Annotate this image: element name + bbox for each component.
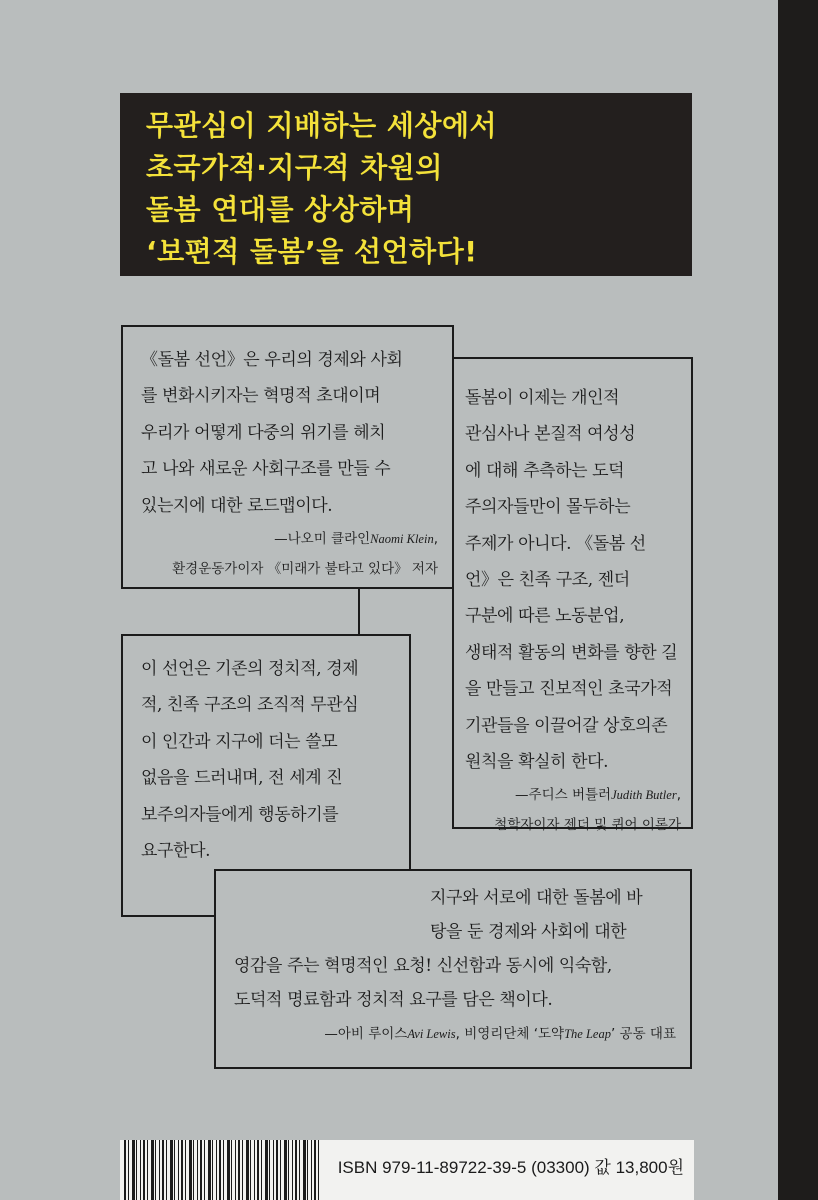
quote-box-judith-butler	[452, 357, 693, 834]
author-name-korean: —주디스 버틀러	[515, 787, 612, 804]
quote-line: 이 인간과 지구에 더는 쓸모	[141, 731, 338, 752]
quote-line: 관심사나 본질적 여성성	[465, 424, 636, 445]
author-role: 철학자이자 젠더 및 퀴어 이론가	[494, 817, 681, 834]
author-role: 환경운동가이자 《미래가 불타고 있다》 저자	[172, 561, 438, 578]
barcode	[120, 1140, 324, 1200]
quote-line: 를 변화시키자는 혁명적 초대이며	[141, 386, 381, 407]
quote-box-naomi-klein	[121, 325, 454, 589]
author-name-korean: —아비 루이스	[324, 1026, 408, 1042]
quote-line: 고 나와 새로운 사회구조를 만들 수	[141, 459, 391, 480]
headline-banner	[120, 93, 692, 276]
quote-line: 을 만들고 진보적인 초국가적	[465, 679, 673, 700]
quote-attribution	[141, 524, 438, 554]
quote-line: 구분에 따른 노동분업,	[465, 606, 625, 627]
headline-line-1: 무관심이 지배하는 세상에서	[146, 109, 498, 142]
book-spine-edge	[778, 0, 818, 1200]
quote-line: 주제가 아니다. 《돌봄 선	[465, 533, 646, 554]
quote-line: 도덕적 명료함과 정치적 요구를 담은 책이다.	[234, 990, 553, 1010]
quote-line: 있는지에 대한 로드맵이다.	[141, 495, 333, 516]
quote-line: 언》은 친족 구조, 젠더	[465, 570, 630, 591]
quote-line: 돌봄이 이제는 개인적	[465, 388, 620, 408]
headline-line-2: 초국가적·지구적 차원의	[146, 151, 443, 184]
author-name-korean: —나오미 클라인	[274, 531, 371, 548]
author-role-prefix: , 비영리단체 ‘도약	[455, 1026, 565, 1042]
author-name-english: Avi Lewis	[407, 1027, 456, 1041]
quote-attribution	[234, 1019, 676, 1049]
quote-line: 생태적 활동의 변화를 향한 길	[465, 642, 678, 663]
author-name-suffix: ,	[433, 531, 438, 548]
author-name-suffix: ,	[676, 787, 681, 804]
quote-box-avi-lewis	[214, 869, 692, 1069]
quote-line: 영감을 주는 혁명적인 요청! 신선함과 동시에 익숙함,	[234, 956, 612, 976]
author-name-english: Judith Butler	[611, 788, 677, 803]
box-connector-line	[358, 588, 360, 634]
author-role-suffix: ’ 공동 대표	[610, 1026, 676, 1042]
quote-line: 지구와 서로에 대한 돌봄에 바	[430, 888, 643, 908]
quote-line: 주의자들만이 몰두하는	[465, 497, 631, 518]
quote-attribution	[465, 780, 681, 810]
quote-line: 요구한다.	[141, 841, 211, 862]
quote-line: 탕을 둔 경제와 사회에 대한	[430, 922, 627, 942]
quote-line: 적, 친족 구조의 조직적 무관심	[141, 695, 359, 716]
quote-line: 보주의자들에게 행동하기를	[141, 804, 339, 825]
headline-line-3: 돌봄 연대를 상상하며	[146, 193, 415, 226]
quote-line: 원칙을 확실히 한다.	[465, 752, 609, 773]
quote-line: 에 대해 추측하는 도덕	[465, 460, 625, 481]
quote-line: 없음을 드러내며, 전 세계 진	[141, 768, 343, 789]
organization-name-english: The Leap	[564, 1027, 611, 1041]
isbn-price-strip	[324, 1140, 694, 1200]
headline-line-4: ‘보편적 돌봄’을 선언하다!	[146, 235, 478, 268]
quote-line: 《돌봄 선언》은 우리의 경제와 사회	[141, 350, 403, 370]
author-name-english: Naomi Klein	[370, 532, 434, 547]
quote-line: 기관들을 이끌어갈 상호의존	[465, 715, 668, 736]
quote-line: 우리가 어떻게 다중의 위기를 헤치	[141, 422, 386, 443]
isbn-price-text: ISBN 979-11-89722-39-5 (03300) 값 13,800원	[337, 1158, 684, 1177]
quote-line: 이 선언은 기존의 정치적, 경제	[141, 659, 359, 679]
